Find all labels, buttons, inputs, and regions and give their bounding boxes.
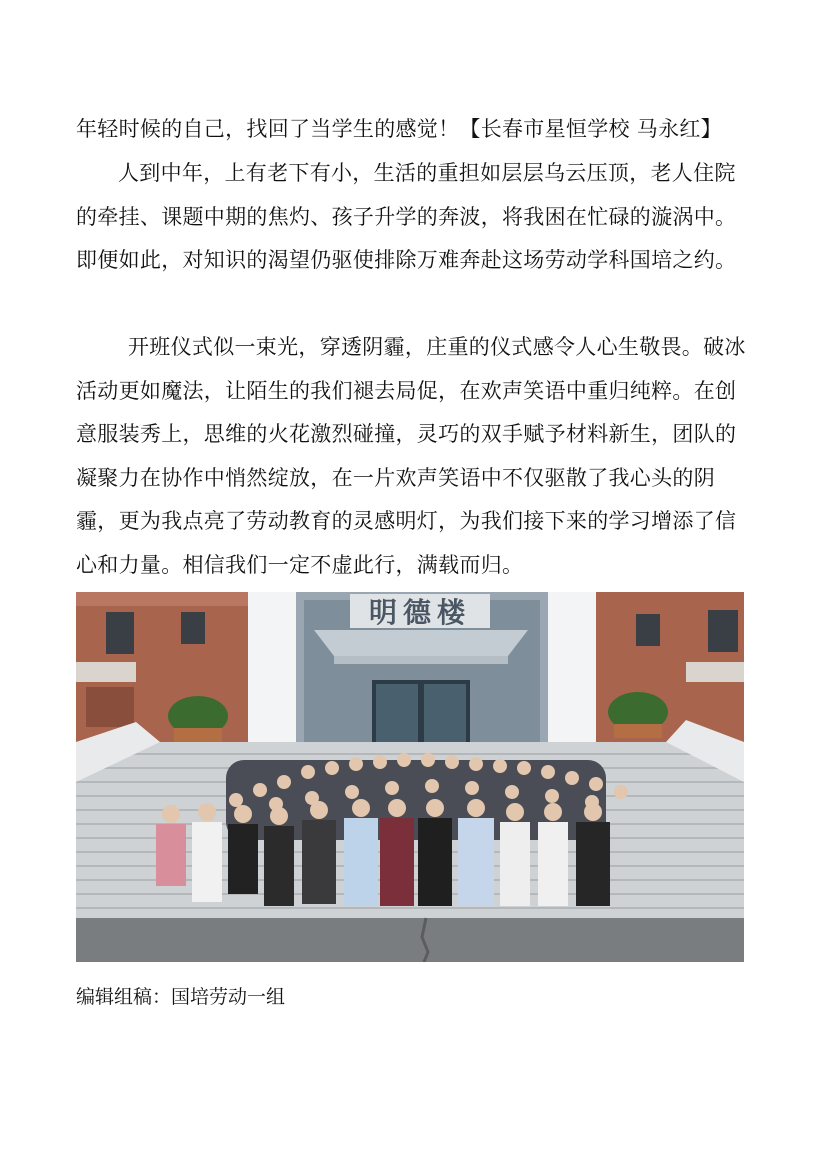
caption-editor: 编辑组稿：国培劳动一组 — [76, 986, 286, 1008]
group-photo — [76, 592, 744, 962]
paragraph-middle-age: 人到中年，上有老下有小，生活的重担如层层乌云压顶，老人住院的牵挂、课题中期的焦灼、孩子升学的奔波，将我困在忙碌的漩涡中。即便如此，对知识的渴望仍驱使排除万难奔赴这场劳动学科国培之约。 — [76, 161, 737, 273]
building-sign-text: 明德楼 — [368, 596, 472, 629]
paragraph-intro-tail: 年轻时候的自己，找回了当学生的感觉！【长春市星恒学校 马永红】 — [76, 117, 722, 141]
paragraph-opening-ceremony: 开班仪式似一束光，穿透阴霾，庄重的仪式感令人心生敬畏。破冰活动更如魔法，让陌生的我们褪去局促，在欢声笑语中重归纯粹。在创意服装秀上，思维的火花激烈碰撞，灵巧的双手赋予材料新生，团队的凝聚力在协作中悄然绽放，在一片欢声笑语中不仅驱散了我心头的阴霾，更为我点亮了劳动教育的灵感明灯，为我们接下来的学习增添了信心和力量。相信我们一定不虚此行，满载而归。 — [76, 335, 746, 577]
